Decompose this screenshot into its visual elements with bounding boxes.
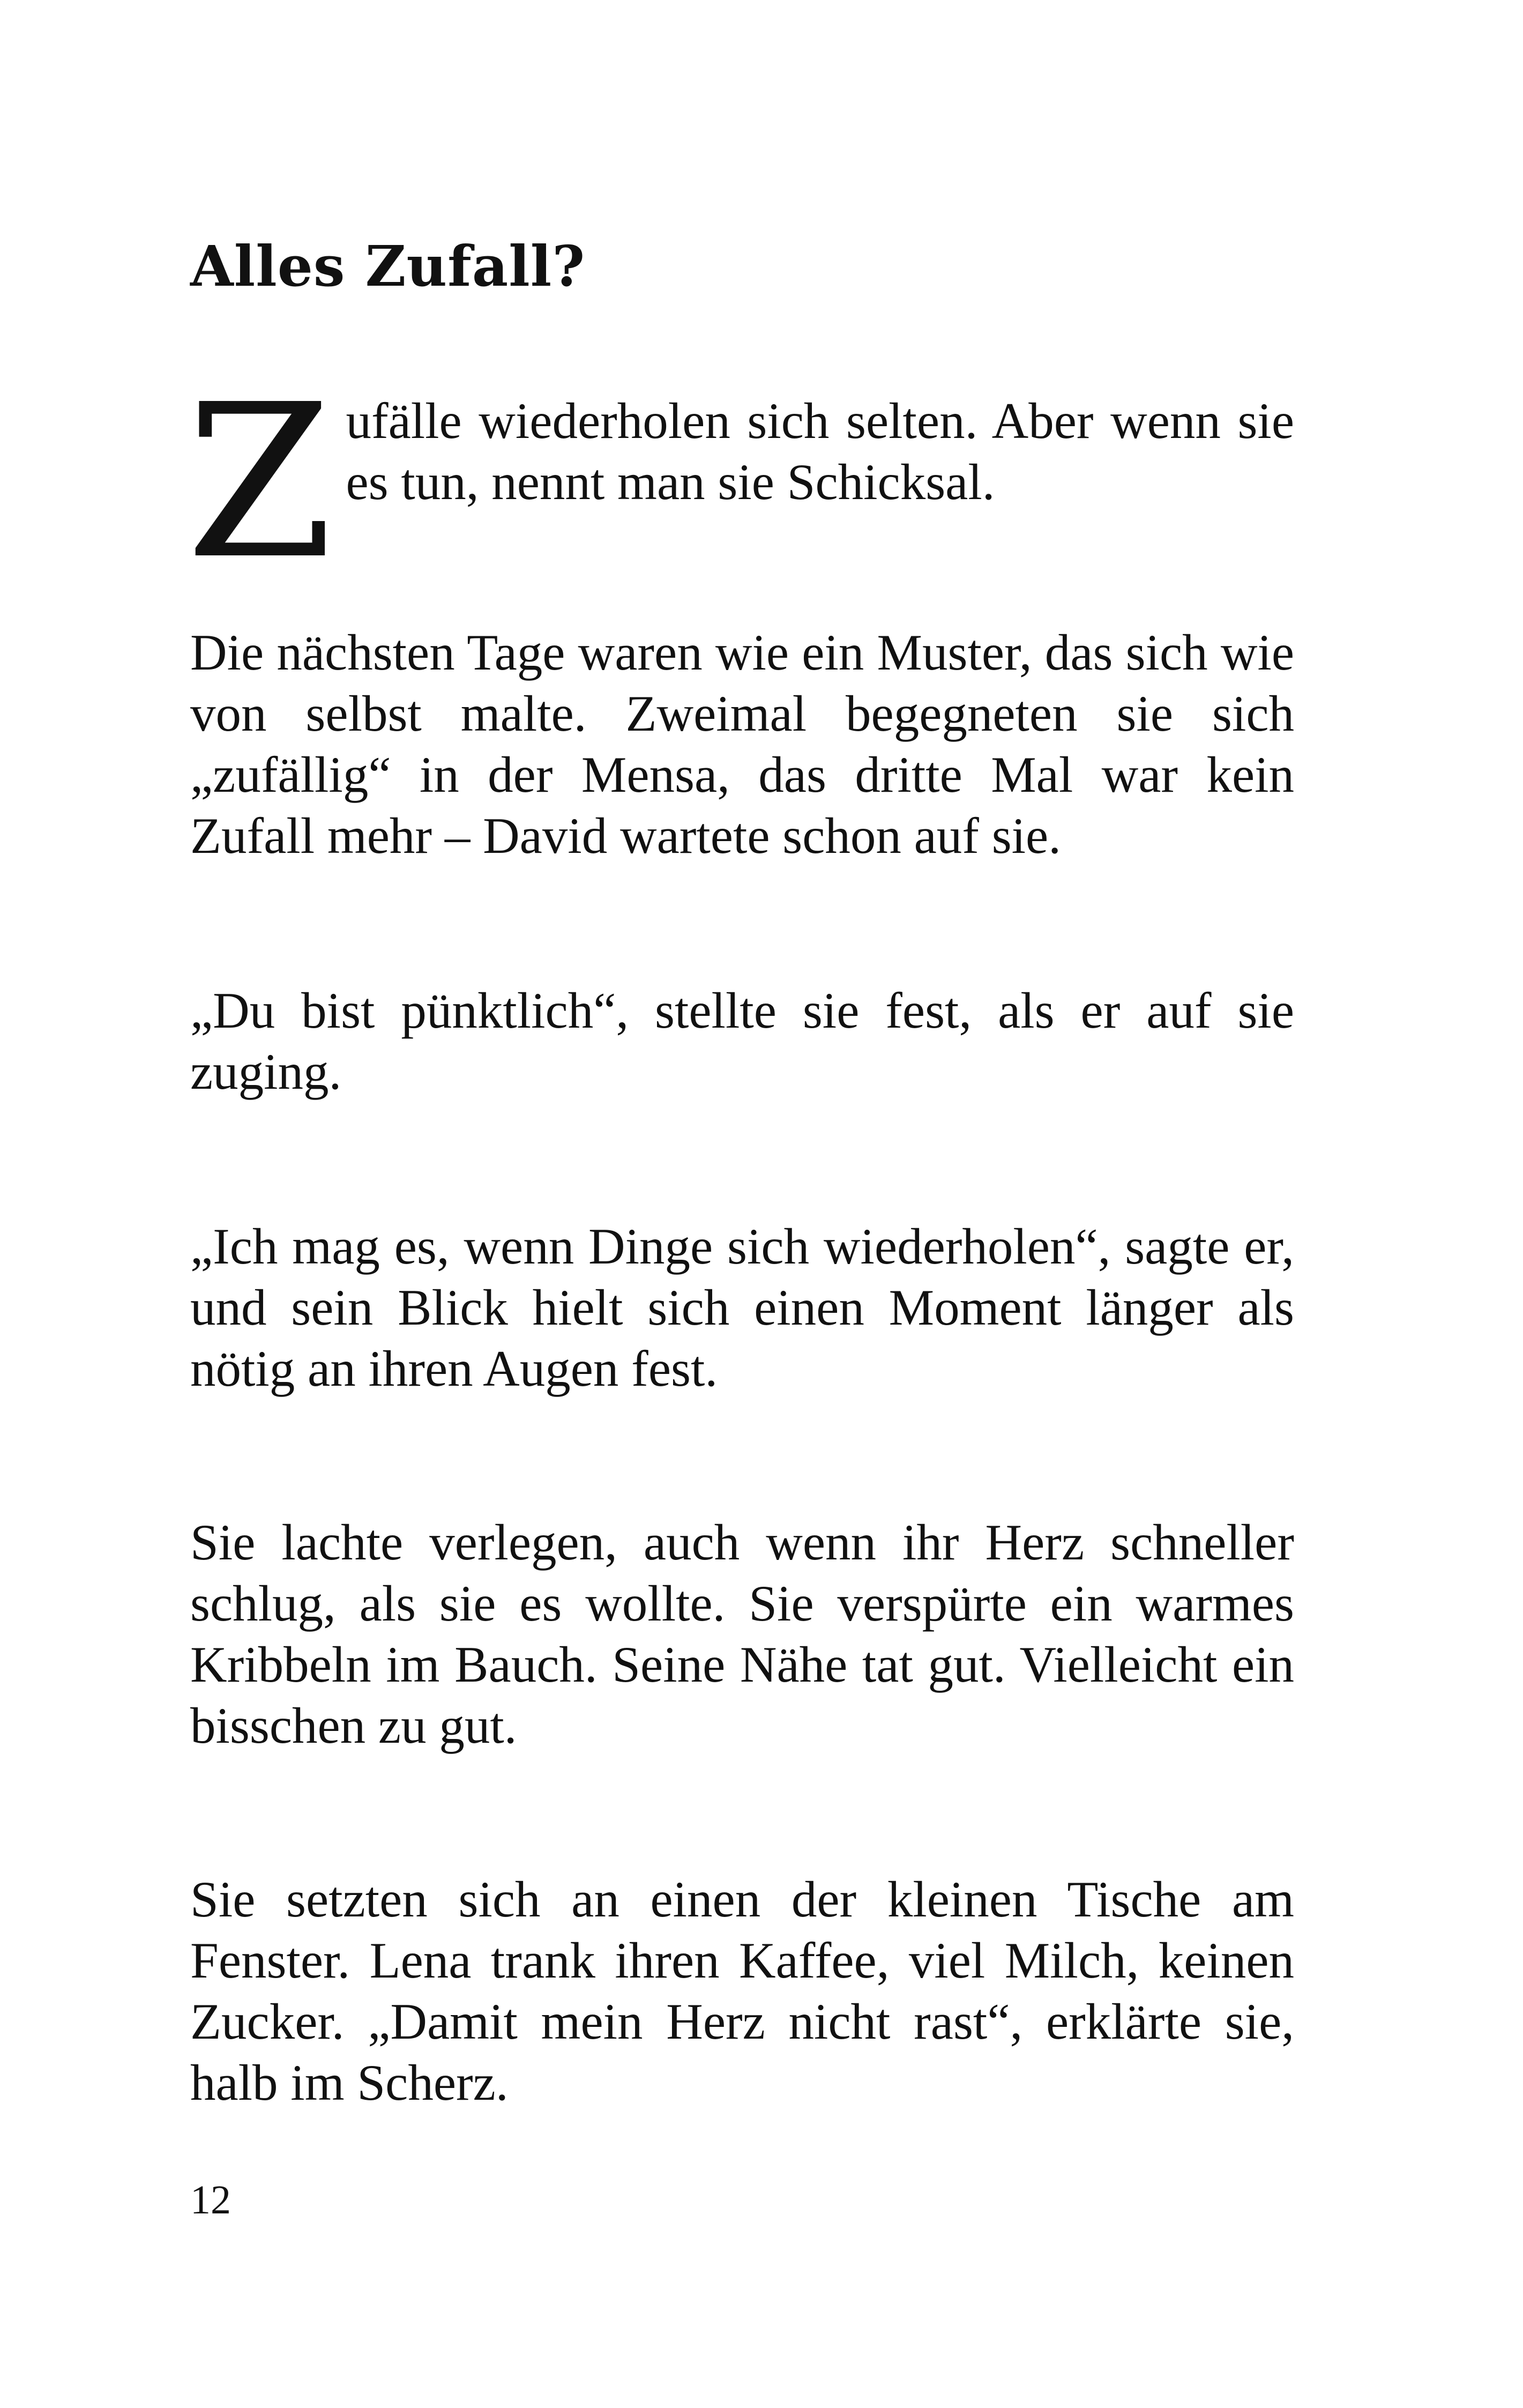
paragraph-2: „Du bist pünktlich“, stellte sie fest, als er auf sie zuging. xyxy=(190,982,1294,1100)
paragraph-1: Die nächsten Tage waren wie ein Muster, das sich wie von selbst malte. Zweimal begegneten sie sich „zufällig“ in der Mensa, das dritte Mal war kein Zufall mehr – David wartete schon auf sie. xyxy=(190,624,1294,864)
drop-cap: Z xyxy=(186,359,333,606)
paragraph-5: Sie setzten sich an einen der kleinen Tische am Fenster. Lena trank ihren Kaffee, viel Milch, keinen Zucker. „Damit mein Herz nicht rast“, erklärte sie, halb im Scherz. xyxy=(190,1871,1294,2111)
opening-paragraph xyxy=(186,359,1294,606)
page-number: 12 xyxy=(190,2177,231,2223)
opening-paragraph-text: ufälle wiederholen sich selten. Aber wenn sie es tun, nennt man sie Schicksal. xyxy=(346,392,1294,510)
chapter-title: Alles Zufall? xyxy=(190,233,586,299)
paragraph-4: Sie lachte verlegen, auch wenn ihr Herz schneller schlug, als sie es wollte. Sie verspürte ein warmes Kribbeln im Bauch. Seine Nähe tat gut. Vielleicht ein bisschen zu gut. xyxy=(190,1514,1294,1754)
paragraph-3: „Ich mag es, wenn Dinge sich wiederholen“, sagte er, und sein Blick hielt sich einen Moment länger als nötig an ihren Augen fest. xyxy=(190,1218,1294,1397)
